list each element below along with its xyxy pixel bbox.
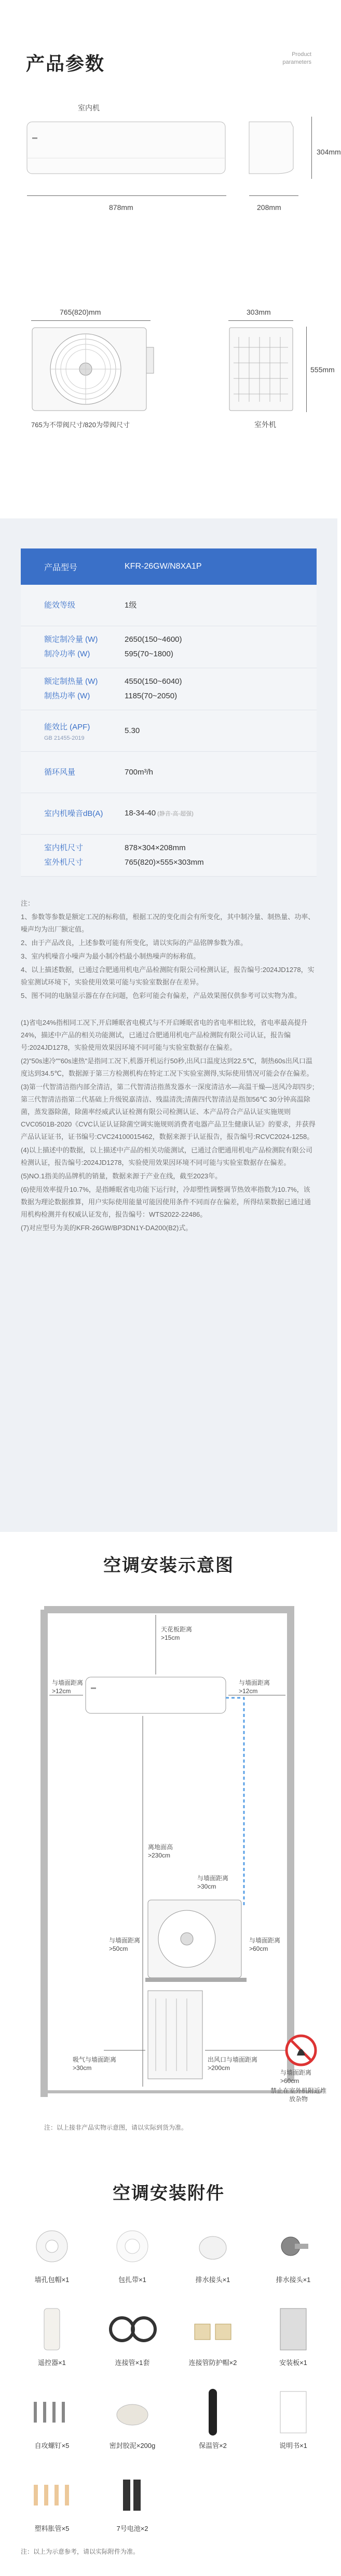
accessory-label: 排水接头×1 xyxy=(195,2276,230,2284)
indoor-depth-line xyxy=(249,195,298,196)
accessories-note: 注：以上为示意参考，请以实际附件为准。 xyxy=(21,2548,140,2555)
accessory-label: 包扎带×1 xyxy=(118,2276,146,2284)
note-line: (5)NO.1指美的品牌机的销量，数据来源于产业在线，截至2023年。 xyxy=(21,1172,222,1180)
pipe-icon xyxy=(99,2303,166,2355)
accessory-label: 遥控器×1 xyxy=(38,2359,66,2367)
note-line: (4)以上描述中的数据，以上描述中产品的相关功能测试，已通过合肥通用机电产品检测院有限公司检测认证，报告编号:2024JD1278，实验使用效果因环境不同可能与实验室数据存在偏差。 xyxy=(21,1146,312,1166)
label-intake: 吸气与墙面距离 >30cm xyxy=(73,2056,117,2072)
accessory-item xyxy=(99,2220,166,2284)
spec-value: 2650(150~4600) 595(70~1800) xyxy=(125,635,182,658)
drain-joint-icon xyxy=(179,2220,247,2272)
indoor-unit-label: 室内机 xyxy=(78,104,100,112)
label-ground-right: 与墙面距离 >60cm xyxy=(280,2069,312,2085)
accessory-label: 密封胶泥×200g xyxy=(109,2442,156,2450)
accessory-item xyxy=(260,2220,327,2284)
spec-row xyxy=(21,668,317,710)
accessory-label: 说明书×1 xyxy=(279,2442,307,2450)
anchor-icon xyxy=(18,2469,86,2521)
label-right-wall: 与墙面距离 >12cm xyxy=(239,1679,270,1695)
note-line: (1)省电24%指相同工况下,开启睡眠省电模式与不开启睡眠省电的省电率相比较，省电率最高提升24%，描述中产品的相关功能测试，已通过合肥通用机电产品检测院有限公司认证，报告编号:2024JD1278，实验使用效果因环境不同可能与实验室数据存在偏差。 xyxy=(21,1019,308,1051)
note-line: (2)"50s速冷""60s速热"是指同工况下,机器开机运行50秒,出风口温度达到22.5℃，制热60s出风口温度达到34.5℃，数据源于第三方检测机构在特定工况下实验室测得,实际使用情况可能会存在偏差。 xyxy=(21,1057,313,1077)
accessory-label: 7号电池×2 xyxy=(116,2525,148,2532)
section-subtitle: Product parameters xyxy=(282,51,311,65)
spec-row xyxy=(21,835,317,877)
install-note: 注：以上接非产品实物示意图，请以实际到货为准。 xyxy=(44,2124,188,2131)
note-line: (7)对应型号为美的KFR-26GW/BP3DN1Y-DA200(B2)式。 xyxy=(21,1224,193,1232)
note-line: 3、室内机噪音小噪声为最小制冷档最小制热噪声的标称值。 xyxy=(21,952,200,960)
spec-label: 能效等级 xyxy=(44,600,76,610)
spec-label: 室内机尺寸 室外机尺寸 xyxy=(44,843,84,867)
spec-row xyxy=(21,710,317,752)
insulation-pipe-icon xyxy=(179,2386,247,2438)
label-height: 离地面高 >230cm xyxy=(148,1843,173,1859)
accessory-label: 连接管防护帽×2 xyxy=(188,2359,237,2367)
spec-value-sub: (静音-高-超强) xyxy=(156,811,194,817)
outdoor-unit-front-illustration xyxy=(31,327,156,412)
spec-table-header xyxy=(21,548,317,585)
spec-label: 额定制冷量 (W) 制冷功率 (W) xyxy=(44,635,98,658)
model-label: 产品型号 xyxy=(44,563,78,572)
spec-table xyxy=(21,585,317,877)
accessories-section xyxy=(0,2161,337,2576)
battery-icon xyxy=(99,2469,166,2521)
outdoor-height: 555mm xyxy=(310,365,335,374)
accessory-item xyxy=(18,2469,86,2533)
accessory-label: 保温管×2 xyxy=(199,2442,227,2450)
note-line: 1、参数等参数是额定工况的标称值，根据工况的变化而会有所变化，其中制冷量、制热量、功率、噪声均为出厂额定值。 xyxy=(21,913,315,933)
outdoor-unit-side-illustration xyxy=(228,327,296,412)
accessory-item xyxy=(99,2303,166,2367)
spec-value: 18-34-40 (静音-高-超强) xyxy=(125,809,194,818)
manual-icon xyxy=(260,2386,327,2438)
spec-value: 878×304×208mm 765(820)×555×303mm xyxy=(125,843,204,867)
warning-label: 禁止在室外机附近堆放杂物 xyxy=(270,2087,326,2103)
label-outdoor-right: 与墙面距离 >60cm xyxy=(249,1937,281,1952)
outdoor-height-line xyxy=(306,327,307,412)
spec-row xyxy=(21,793,317,835)
indoor-height-line xyxy=(311,117,312,179)
note-line: (6)使用效率提升10.7%，是指睡眠省电功能下运行时，冷却塑性调整调节热效率指数为10.7%，该数据为理论数据推算，用户实际使用能量可能因使用条件不同而存在偏差，所得结果数据已通过通用机构检测并有权威认证发布，报告编号：WTS2022-22486。 xyxy=(21,1186,311,1218)
spec-label: 额定制热量 (W) 制热功率 (W) xyxy=(44,677,98,700)
label-left-wall: 与墙面距离 >12cm xyxy=(52,1679,84,1695)
spec-section xyxy=(0,518,337,1532)
outdoor-depth-line xyxy=(228,320,293,321)
screw-icon xyxy=(18,2386,86,2438)
accessory-item xyxy=(99,2386,166,2450)
accessory-item xyxy=(179,2303,247,2367)
accessory-item xyxy=(18,2220,86,2284)
wall-cap-icon xyxy=(18,2220,86,2272)
drain-plug-icon xyxy=(260,2220,327,2272)
spec-value: 700m³/h xyxy=(125,767,154,777)
label-ceiling: 天花板距离 >15cm xyxy=(161,1626,193,1641)
spec-label: 室内机噪音dB(A) xyxy=(44,809,103,818)
outdoor-width-line xyxy=(31,320,151,321)
install-diagram-section xyxy=(0,1532,337,2161)
note-line: 5、图不同的电脑显示器在存在问题，色彩可能会有偏差，产品效果图仅供参考可以实物为准。 xyxy=(21,992,302,1000)
indoor-width-line xyxy=(27,195,226,196)
spec-value: 1级 xyxy=(125,600,137,610)
label-outdoor-top: 与墙面距离 >30cm xyxy=(197,1875,229,1890)
install-title: 空调安装示意图 xyxy=(103,1556,234,1575)
mount-plate-icon xyxy=(260,2303,327,2355)
label-outdoor-left: 与墙面距离 >50cm xyxy=(109,1937,141,1952)
note-line: (3)第一代智清洁指内部全清洁，第二代智清洁指蒸发器水一深度清洁水—高温干燥—送风冷却四步;第三代智清洁指第二代基础上升级锐嘉清洁、残温清洗;清菌四代智清洁是指加56℃ 30分钟高温除菌，蒸发器除菌，除菌率经威武认证检测有限公司检测认证、本产品符合产品认证实施规则CVC0501B-2020《CVC认证认证除菌空调实施规则消费者电器产品卫生健康认证》的要求，并获得产品认证证书，证书编号:CVC24100015462，数据来源于认证报告，报告编号:RCVC2024-1258。 xyxy=(21,1083,316,1141)
remote-icon xyxy=(18,2303,86,2355)
indoor-height: 304mm xyxy=(317,148,341,156)
note-line: 4、以上描述数据，已通过合肥通用机电产品检测院有限公司检测认证，报告编号:2024JD1278，实验室测试环境下，实验使用效果可能与实验室数据存在差异。 xyxy=(21,966,315,986)
outdoor-depth: 303mm xyxy=(247,308,271,316)
indoor-width: 878mm xyxy=(109,203,133,212)
sealant-icon xyxy=(99,2386,166,2438)
outdoor-unit-label: 室外机 xyxy=(254,420,276,429)
spec-value: 5.30 xyxy=(125,726,140,735)
note-line: 2、由于产品改良，上述参数可能有所变化，请以实际的产品铭牌参数为准。 xyxy=(21,939,248,947)
accessory-label: 墙孔包帽×1 xyxy=(34,2276,70,2284)
accessories-title: 空调安装附件 xyxy=(113,2184,225,2203)
pipe-cap-icon xyxy=(179,2303,247,2355)
accessory-label: 安装板×1 xyxy=(279,2359,307,2367)
accessory-item xyxy=(260,2386,327,2450)
accessory-item xyxy=(18,2303,86,2367)
section-title: 产品参数 xyxy=(26,53,105,74)
spec-notes xyxy=(21,897,317,1234)
tape-roll-icon xyxy=(99,2220,166,2272)
accessory-label: 排水接头×1 xyxy=(276,2276,311,2284)
accessory-item xyxy=(179,2220,247,2284)
note-line: 注： xyxy=(21,899,35,907)
accessory-label: 塑料胀管×5 xyxy=(34,2525,70,2532)
model-value: KFR-26GW/N8XA1P xyxy=(125,562,202,571)
spec-row xyxy=(21,752,317,793)
spec-label: 能效比 (APF) GB 21455-2019 xyxy=(21,720,125,742)
product-parameters-section xyxy=(0,0,341,518)
spec-row xyxy=(21,626,317,668)
spec-label-sub: GB 21455-2019 xyxy=(44,735,85,741)
label-outlet: 出风口与墙面距离 >200cm xyxy=(208,2056,258,2072)
indoor-unit-side-illustration xyxy=(244,117,301,179)
accessory-item xyxy=(260,2303,327,2367)
accessory-label: 自攻螺钉×5 xyxy=(34,2442,70,2450)
accessory-label: 连接管×1套 xyxy=(115,2359,150,2367)
indoor-depth: 208mm xyxy=(257,203,281,212)
outdoor-note: 765为不带阀尺寸/820为带阀尺寸 xyxy=(31,421,130,429)
outdoor-width: 765(820)mm xyxy=(60,308,101,316)
spec-row xyxy=(21,585,317,626)
accessory-item xyxy=(179,2386,247,2450)
spec-label: 循环风量 xyxy=(44,767,76,777)
accessory-item xyxy=(18,2386,86,2450)
spec-value: 4550(150~6040) 1185(70~2050) xyxy=(125,677,182,700)
indoor-unit-front-illustration xyxy=(26,117,228,179)
accessory-item xyxy=(99,2469,166,2533)
